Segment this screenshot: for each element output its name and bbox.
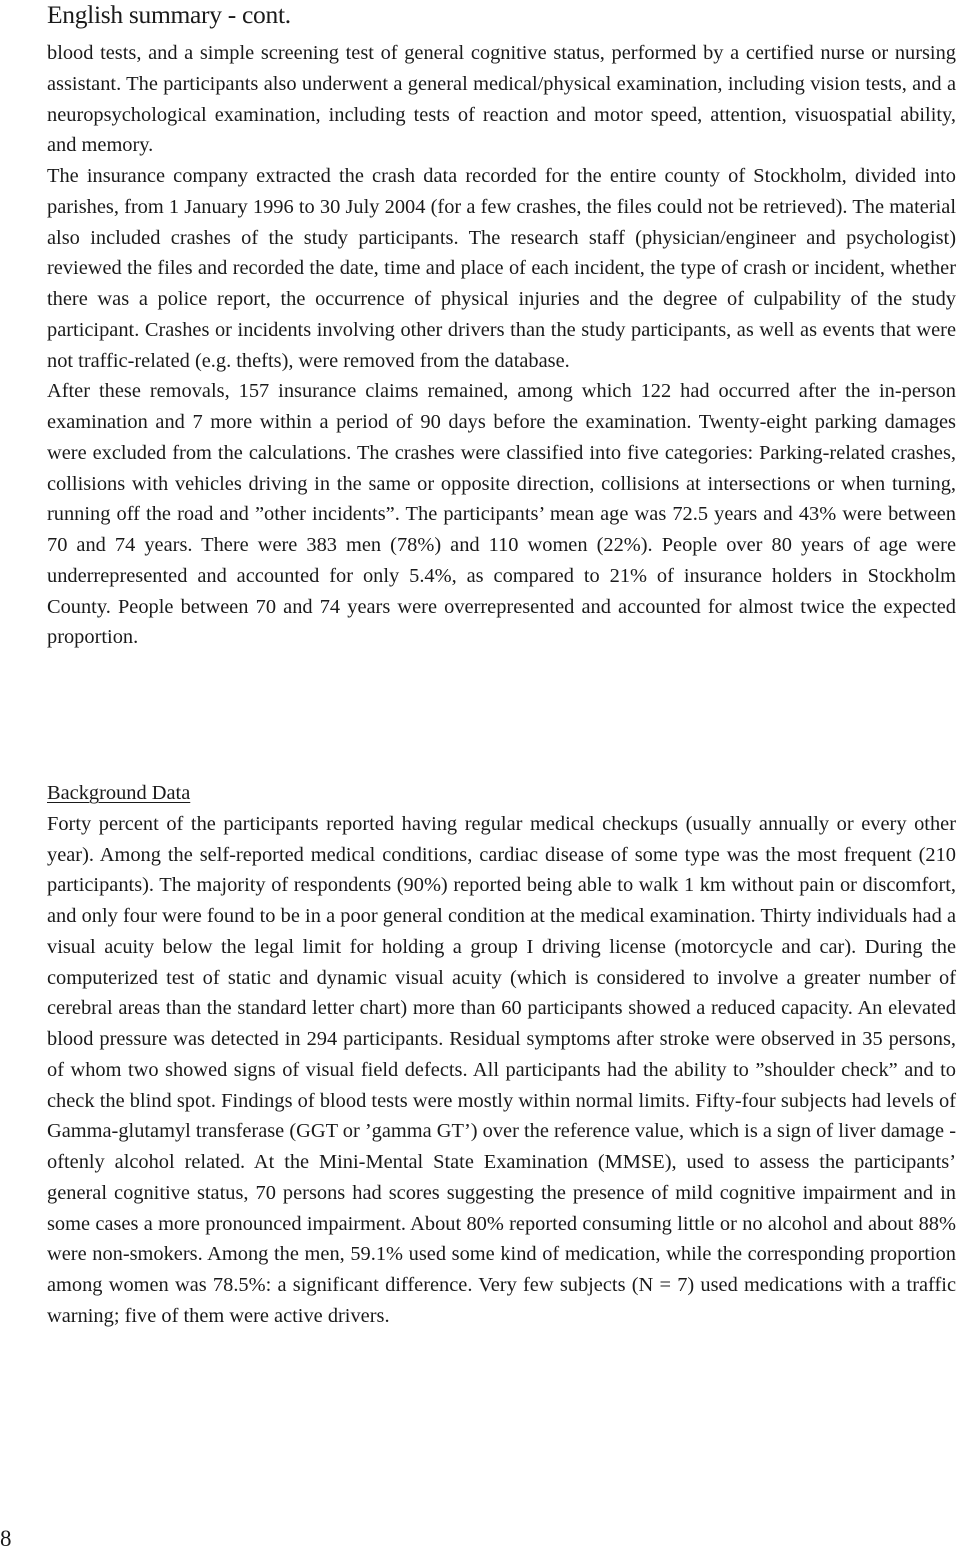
background-paragraph: Forty percent of the participants reported having regular medical checkups (usually annually or every other year). Among the self-reported medical conditions, cardiac disease of some type was the most frequent (210 participants). The majority of respondents (90%) reported being able to walk 1 km without pain or discomfort, and only four were found to be in a poor general condition at the medical examination. Thirty individuals had a visual acuity below the legal limit for holding a group I driving license (motorcycle and car). During the computerized test of static and dynamic visual acuity (which is considered to involve a greater number of cerebral areas than the standard letter chart) more than 60 participants showed a reduced capacity. An elevated blood pressure was detected in 294 participants. Residual symptoms after stroke were observed in 35 persons, of whom two showed signs of visual field defects. All participants had the ability to ”shoulder check” and to check the blind spot. Findings of blood tests were mostly within normal limits. Fifty-four subjects had levels of Gamma-glutamyl transferase (GGT or ’gamma GT’) over the reference value, which is a sign of liver damage - oftenly alcohol related. At the Mini-Mental State Examination (MMSE), used to assess the participants’ general cognitive status, 70 persons had scores suggesting the presence of mild cognitive impairment and in some cases a more pronounced impairment. About 80% reported consuming little or no alcohol and about 88% were non-smokers. Among the men, 59.1% used some kind of medication, while the corresponding proportion among women was 78.5%: a significant difference. Very few subjects (N = 7) used medications with a traffic warning; five of them were active drivers. (47, 812, 956, 1327)
intro-section (47, 38, 956, 653)
intro-paragraph-3: After these removals, 157 insurance claims remained, among which 122 had occurred after the in-person examination and 7 more within a period of 90 days before the examination. Twenty-eight parking damages were excluded from the calculations. The crashes were classified into five categories: Parking-related crashes, collisions with vehicles driving in the same or opposite direction, collisions at intersections or when turning, running off the road and ”other incidents”. The participants’ mean age was 72.5 years and 43% were between 70 and 74 years. There were 383 men (78%) and 110 women (22%). People over 80 years of age were underrepresented and accounted for only 5.4%, as compared to 21% of insurance holders in Stockholm County. People between 70 and 74 years were overrepresented and accounted for almost twice the expected proportion. (47, 380, 956, 649)
background-section (47, 778, 956, 1332)
background-heading (47, 778, 956, 809)
intro-paragraph-2: The insurance company extracted the crash data recorded for the entire county of Stockholm, divided into parishes, from 1 January 1996 to 30 July 2004 (for a few crashes, the files could not be retrieved). The material also included crashes of the study participants. The research staff (physician/engineer and psychologist) reviewed the files and recorded the date, time and place of each incident, the type of crash or incident, whether there was a police report, the occurrence of physical injuries and the degree of culpability of the study participant. Crashes or incidents involving other drivers than the study participants, as well as events that were not traffic-related (e.g. thefts), were removed from the database. (47, 165, 956, 372)
page-number: 8 (0, 1526, 12, 1551)
page-title: English summary - cont. (47, 0, 291, 29)
intro-paragraph-1: blood tests, and a simple screening test of general cognitive status, performed by a certified nurse or nursing assistant. The participants also underwent a general medical/physical examination, including vision tests, and a neuropsychological examination, including tests of reaction and motor speed, attention, visuospatial ability, and memory. (47, 42, 956, 157)
background-heading-text: Background Data (47, 782, 191, 804)
